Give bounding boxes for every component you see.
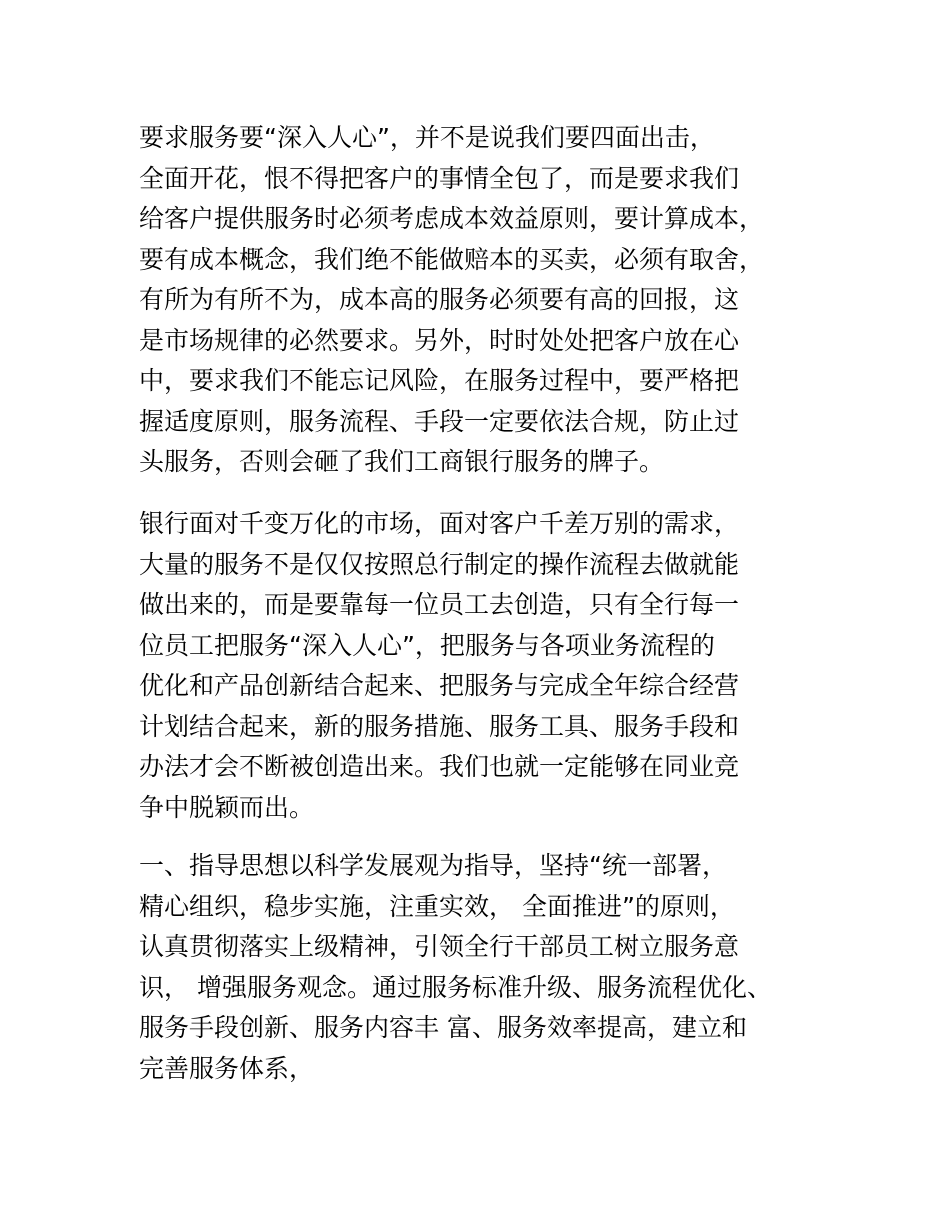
text-line: 精心组织，稳步实施，注重实效， 全面推进”的原则，: [139, 891, 735, 921]
text-line: 识， 增强服务观念。通过服务标准升级、服务流程优化、: [139, 972, 772, 1002]
text-line: 握适度原则，服务流程、手段一定要依法合规，防止过: [139, 406, 740, 436]
text-line: 位员工把服务“深入人心”，把服务与各项业务流程的: [139, 630, 715, 660]
text-line: 全面开花，恨不得把客户的事情全包了，而是要求我们: [139, 163, 740, 193]
text-line: 完善服务体系，: [139, 1053, 315, 1083]
text-line: 服务手段创新、服务内容丰 富、服务效率提高，建立和: [139, 1013, 747, 1042]
text-line: 一、指导思想以科学发展观为指导，坚持“统一部署，: [139, 851, 727, 880]
text-line: 计划结合起来，新的服务措施、服务工具、服务手段和: [139, 711, 740, 741]
text-line: 中，要求我们不能忘记风险，在服务过程中，要严格把: [139, 366, 740, 395]
text-line: 头服务，否则会砸了我们工商银行服务的牌子。: [139, 447, 665, 476]
paragraph-guiding-ideology: [139, 846, 829, 1089]
text-line: 认真贯彻落实上级精神，引领全行干部员工树立服务意: [139, 932, 740, 961]
text-line: 要有成本概念，我们绝不能做赔本的买卖，必须有取舍，: [139, 244, 765, 274]
text-line: 银行面对千变万化的市场，面对客户千差万别的需求，: [139, 509, 740, 538]
text-line: 是市场规律的必然要求。另外，时时处处把客户放在心: [139, 325, 740, 355]
text-line: 争中脱颖而出。: [139, 792, 315, 822]
text-line: 办法才会不断被创造出来。我们也就一定能够在同业竞: [139, 752, 740, 781]
text-line: 给客户提供服务时必须考虑成本效益原则，要计算成本，: [139, 204, 765, 233]
text-line: 优化和产品创新结合起来、把服务与完成全年综合经营: [139, 671, 740, 700]
text-line: 有所为有所不为，成本高的服务必须要有高的回报，这: [139, 285, 740, 314]
text-line: 做出来的，而是要靠每一位员工去创造，只有全行每一: [139, 590, 740, 619]
text-line: 大量的服务不是仅仅按照总行制定的操作流程去做就能: [139, 549, 740, 579]
text-line: 要求服务要“深入人心”，并不是说我们要四面出击，: [139, 123, 715, 152]
paragraph-market-innovation: [139, 504, 829, 828]
paragraph-service-depth: [139, 118, 829, 483]
